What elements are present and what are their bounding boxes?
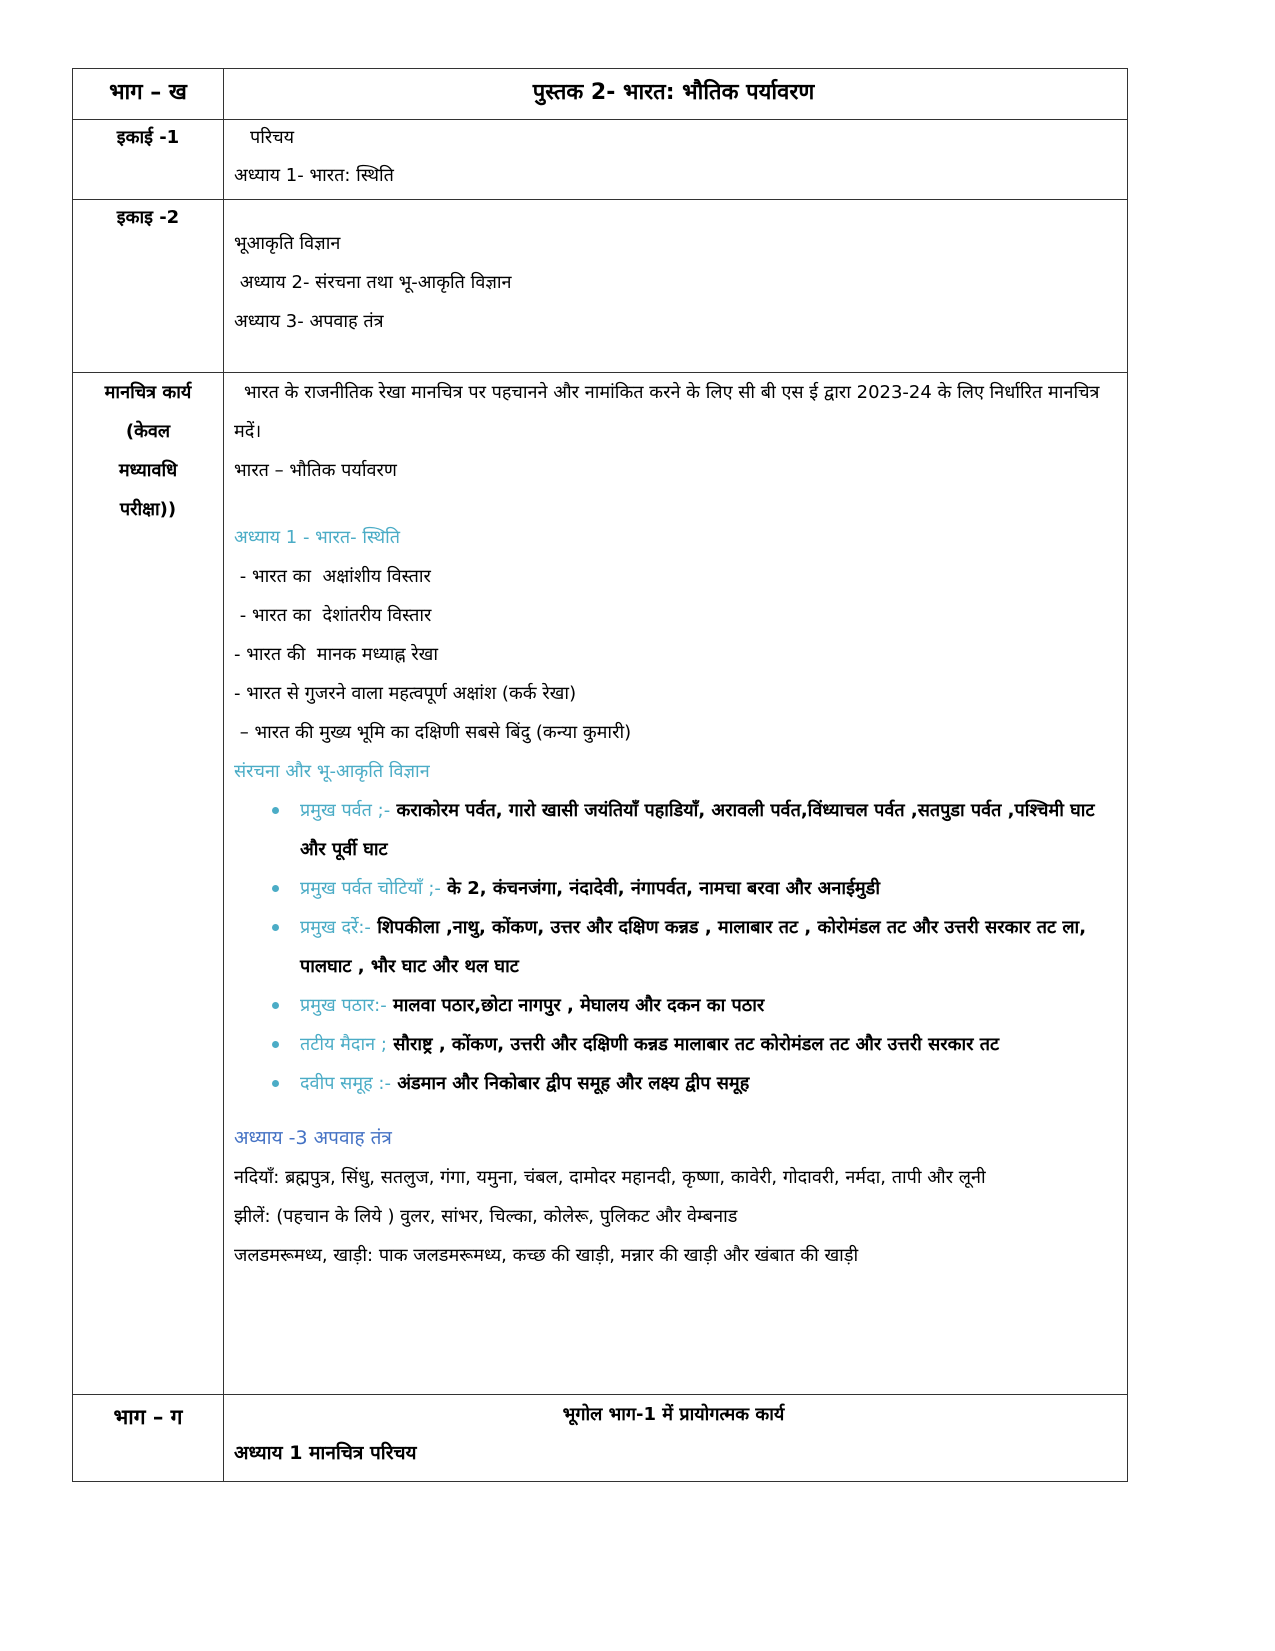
bullet-label: प्रमुख पठार:- (300, 995, 387, 1016)
bullet-label: दवीप समूह :- (300, 1073, 391, 1094)
list-item (300, 986, 1113, 1025)
bullet-label: प्रमुख पर्वत ;- (300, 800, 391, 821)
bullet-text: कराकोरम पर्वत, गारो खासी जयंतियाँ पहाडियाँ, अरावली पर्वत,विंध्याचल पर्वत ,सतपुडा पर्वत ,पश्चिमी घाट और पूर्वी घाट (300, 800, 1095, 860)
bullet-label: तटीय मैदान ; (300, 1034, 387, 1055)
ch3-heading: अध्याय -3 अपवाह तंत्र (234, 1127, 392, 1149)
unit2-line: भूआकृति विज्ञान (234, 233, 341, 254)
part-g-chapter: अध्याय 1 मानचित्र परिचय (234, 1442, 417, 1464)
map-work-row (73, 373, 1128, 1395)
syllabus-table (72, 68, 1128, 1482)
section-label: भाग – ख (73, 69, 224, 120)
unit1-label: इकाई -1 (73, 120, 224, 200)
list-item (300, 908, 1113, 986)
map-work-label: (केवल (125, 421, 171, 442)
list-item (300, 869, 1113, 908)
list-item (300, 791, 1113, 869)
bullet-text: सौराष्ट्र , कोंकण, उत्तरी और दक्षिणी कन्नड मालाबार तट कोरोमंडल तट और उत्तरी सरकार तट (386, 1034, 1000, 1055)
ch3-lakes: झीलें: (पहचान के लिये ) वुलर, सांभर, चिल्का, कोलेरू, पुलिकट और वेम्बनाड (234, 1206, 738, 1227)
unit2-row (73, 200, 1128, 373)
map-work-label: मानचित्र कार्य (104, 382, 192, 403)
list-item (300, 1064, 1113, 1103)
ch2-heading: संरचना और भू-आकृति विज्ञान (234, 761, 430, 782)
bullet-label: प्रमुख दर्रे:- (300, 917, 371, 938)
map-work-label: परीक्षा)) (119, 499, 177, 520)
unit1-line: अध्याय 1- भारत: स्थिति (234, 165, 394, 186)
part-g-label: भाग – ग (73, 1395, 224, 1482)
map-intro: भारत के राजनीतिक रेखा मानचित्र पर पहचानने और नामांकित करने के लिए सी बी एस ई द्वारा 2023-24 के लिए निर्धारित मानचित्र मदें। (234, 382, 1100, 442)
header-row (73, 69, 1128, 120)
ch1-heading: अध्याय 1 - भारत- स्थिति (234, 527, 401, 548)
ch1-item: - भारत से गुजरने वाला महत्वपूर्ण अक्षांश (कर्क रेखा) (234, 683, 577, 704)
ch1-item: - भारत का अक्षांशीय विस्तार (234, 566, 431, 587)
bullet-label: प्रमुख पर्वत चोटियाँ ;- (300, 878, 441, 899)
unit1-line: परिचय (250, 127, 295, 148)
ch3-straits: जलडमरूमध्य, खाड़ी: पाक जलडमरूमध्य, कच्छ की खाड़ी, मन्नार की खाड़ी और खंबात की खाड़ी (234, 1245, 859, 1266)
unit1-row (73, 120, 1128, 200)
unit2-line: अध्याय 3- अपवाह तंत्र (234, 311, 384, 332)
unit2-label: इकाइ -2 (73, 200, 224, 373)
part-g-title: भूगोल भाग-1 में प्रायोगत्मक कार्य (562, 1404, 785, 1425)
bullet-text: के 2, कंचनजंगा, नंदादेवी, नंगापर्वत, नामचा बरवा और अनाईमुडी (440, 878, 880, 899)
bullet-text: अंडमान और निकोबार द्वीप समूह और लक्ष्य द्वीप समूह (390, 1073, 750, 1094)
part-g-row (73, 1395, 1128, 1482)
book-title: पुस्तक 2- भारत: भौतिक पर्यावरण (224, 69, 1128, 120)
ch1-item: - भारत की मानक मध्याह्न रेखा (234, 644, 439, 665)
unit2-line: अध्याय 2- संरचना तथा भू-आकृति विज्ञान (234, 272, 512, 293)
ch3-rivers: नदियाँ: ब्रह्मपुत्र, सिंधु, सतलुज, गंगा, यमुना, चंबल, दामोदर महानदी, कृष्णा, कावेरी, गोदावरी, नर्मदा, तापी और लूनी (234, 1167, 986, 1188)
ch1-item: – भारत की मुख्य भूमि का दक्षिणी सबसे बिंदु (कन्या कुमारी) (234, 722, 632, 743)
ch2-bullet-list (234, 791, 1113, 1103)
map-work-label: मध्यावधि (118, 460, 178, 481)
bullet-text: मालवा पठार,छोटा नागपुर , मेघालय और दकन का पठार (386, 995, 765, 1016)
bullet-text: शिपकीला ,नाथु, कोंकण, उत्तर और दक्षिण कन्नड , मालाबार तट , कोरोमंडल तट और उत्तरी सरकार तट ला, पालघाट , भौर घाट और थल घाट (300, 917, 1087, 977)
list-item (300, 1025, 1113, 1064)
map-subtitle: भारत – भौतिक पर्यावरण (234, 460, 397, 481)
ch1-item: - भारत का देशांतरीय विस्तार (234, 605, 432, 626)
